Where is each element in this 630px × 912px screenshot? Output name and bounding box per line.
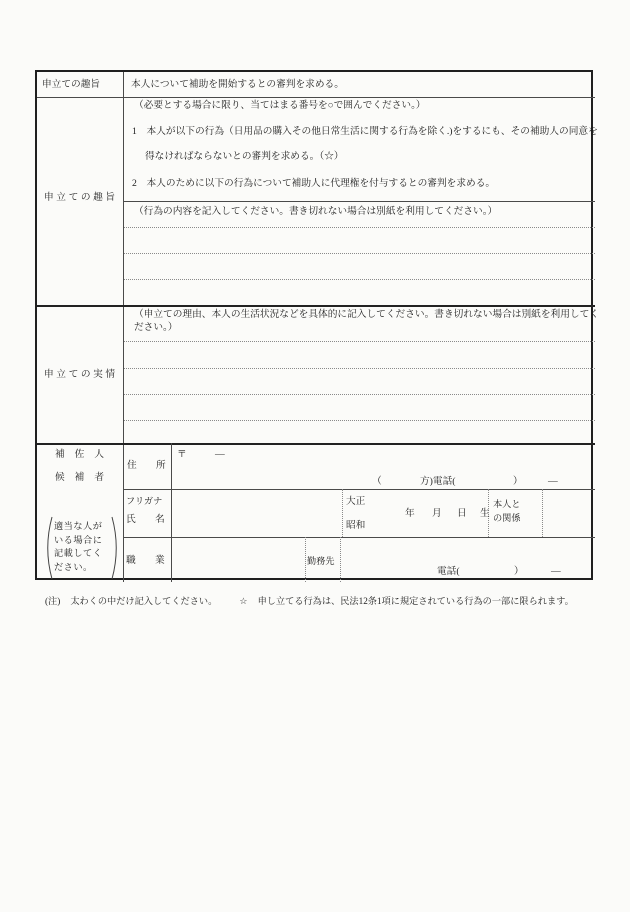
claim-header-text: 本人について補助を開始するとの審判を求める。 [131,79,344,90]
job-phone-paren-close: ） [514,566,524,577]
row-divider [123,537,595,538]
candidate-title-line-2: 候補者 [55,472,115,483]
address-phone-paren-close: ） [513,476,523,487]
birth-day-unit: 日 [457,508,467,519]
workplace-label: 勤務先 [307,556,335,566]
dotted-cell-divider [340,537,341,582]
name-furigana-label: フリガナ [126,496,163,506]
birth-month-unit: 月 [432,508,442,519]
label-column-divider [123,72,124,582]
relation-label-line-2: の関係 [493,513,521,523]
form-outer-frame [35,70,599,580]
candidate-note-line: いる場合に [54,534,103,545]
era-taisho-label: 大正 [346,496,366,507]
writing-line [124,368,595,369]
row-divider [37,97,595,98]
era-showa-label: 昭和 [346,520,366,531]
address-phone-paren-open: （ [372,476,382,487]
claim-item-1-line-1: 1 本人が以下の行為（日用品の購入その他日常生活に関する行為を除く.)をするにも、その補助人の同意を [132,126,598,137]
facts-instruction-line-2: ださい。） [134,322,178,333]
dotted-cell-divider [305,537,306,582]
postal-mark-icon: 〒 [177,449,187,460]
section-divider [37,443,595,445]
bracket-right-icon [110,515,122,584]
candidate-title-line-1: 補佐人 [55,449,115,460]
row-divider [123,489,595,490]
claim-fill-instruction: （行為の内容を記入してください。書き切れない場合は別紙を利用してください。） [134,206,498,217]
writing-line [124,420,595,421]
claim-instruction: （必要とする場合に限り、当てはまる番号を○で囲んでください。） [134,100,426,111]
claim-item-2: 2 本人のために以下の行為について補助人に代理権を付与するとの審判を求める。 [132,178,496,189]
footnote-prefix: (注) [45,596,61,606]
birth-year-unit: 年 [405,508,415,519]
relation-label-line-1: 本人と [493,499,521,509]
writing-line [124,279,595,280]
claim-sub-divider [123,201,595,202]
job-label: 職 業 [126,555,165,566]
footnote-text-2: 申し立てる行為は、民法12条1項に規定されている行為の一部に限られます。 [257,596,574,606]
field-label-divider [171,443,172,582]
name-label: 氏 名 [126,514,165,525]
dotted-cell-divider [542,489,543,537]
writing-line [124,394,595,395]
bracket-left-icon [42,515,54,584]
job-phone-dash: — [551,566,561,577]
footnote-text-1: 太わくの中だけ記入してください。 [70,596,218,606]
facts-section-label: 申立ての実情 [44,369,118,380]
writing-line [124,341,595,342]
candidate-note-line: 記載してく [54,548,103,558]
dotted-cell-divider [342,489,343,537]
star-icon: ☆ [239,596,248,606]
writing-line [124,253,595,254]
job-phone-label: 電話( [437,566,460,577]
address-phone-label: 方)電話( [420,476,456,487]
writing-line [124,227,595,228]
candidate-note-line: 適当な人が [54,521,103,531]
footnote [45,593,574,607]
claim-header-label: 申立ての趣旨 [42,79,101,90]
claim-section-label: 申立ての趣旨 [44,192,118,203]
postal-dash: — [215,449,225,460]
facts-instruction-line-1: （申立ての理由、本人の生活状況などを具体的に記入してください。書き切れない場合は別紙を利用してく [134,309,599,320]
candidate-note [54,520,102,574]
address-phone-dash: — [548,476,558,487]
birth-born-unit: 生 [480,508,490,519]
address-label: 住 所 [127,460,166,471]
candidate-note-line: ださい。 [54,561,93,572]
section-divider [37,305,595,307]
claim-item-1-line-2: 得なければならないとの審判を求める。（☆） [145,151,344,162]
